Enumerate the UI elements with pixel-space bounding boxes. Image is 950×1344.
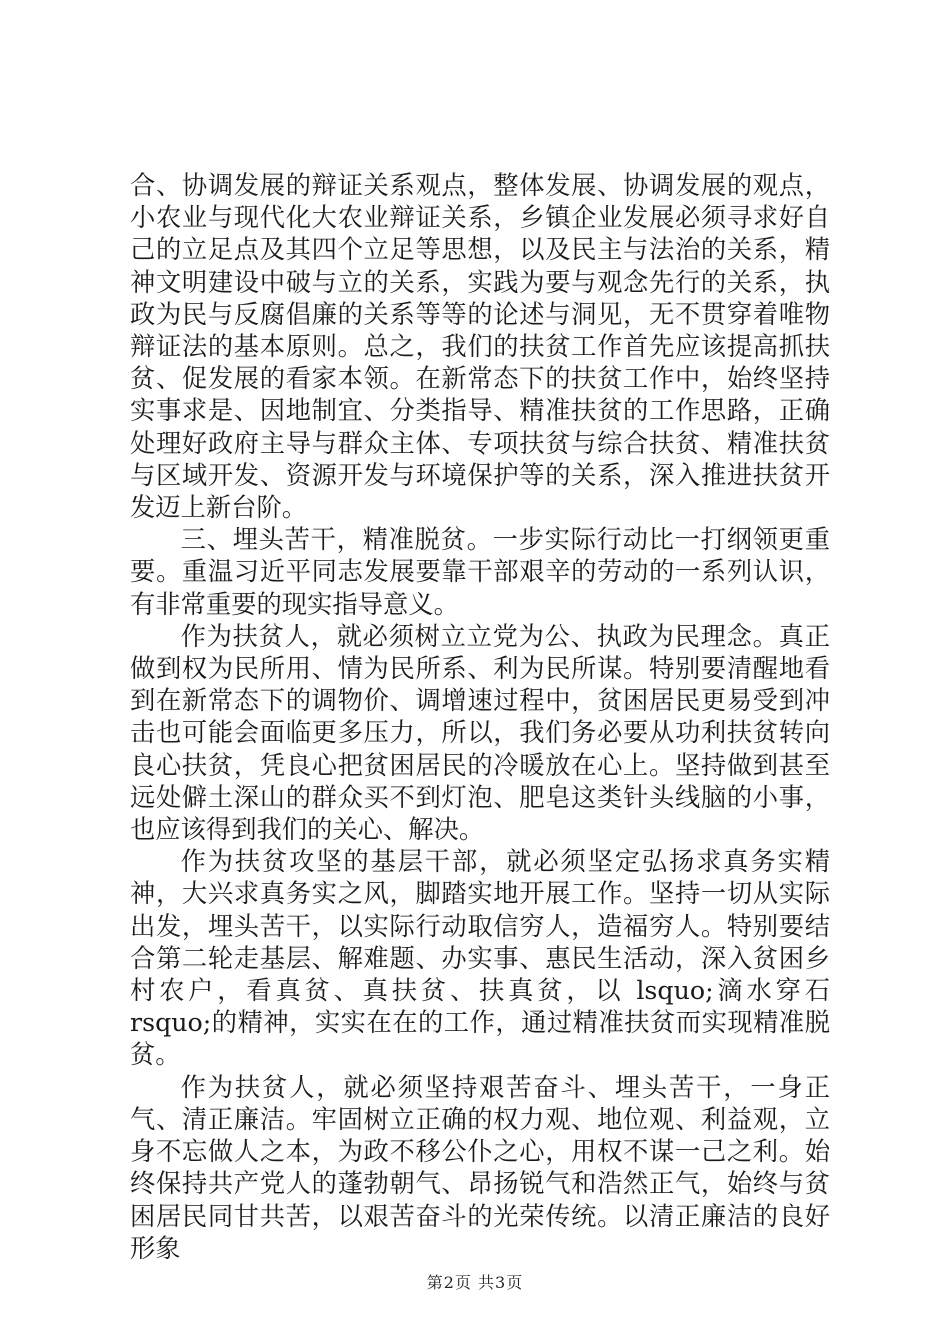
paragraph-grassroots-cadre: 作为扶贫攻坚的基层干部，就必须坚定弘扬求真务实精神，大兴求真务实之风，脚踏实地开展工作。坚持一切从实际出发，埋头苦干，以实际行动取信穷人，造福穷人。特别要结合第二轮走基层、解难题、办实事、惠民生活动，深入贫困乡村农户，看真贫、真扶贫、扶真贫，以 lsquo;滴水穿石 rsquo;的精神，实实在在的工作，通过精准扶贫而实现精准脱贫。	[130, 847, 830, 1070]
paragraph-section-three-heading: 三、埋头苦干，精准脱贫。一步实际行动比一打纲领更重要。重温习近平同志发展要靠干部艰辛的劳动的一系列认识，有非常重要的现实指导意义。	[130, 525, 830, 619]
paragraph-hard-work-integrity: 作为扶贫人，就必须坚持艰苦奋斗、埋头苦干，一身正气、清正廉洁。牢固树立正确的权力观、地位观、利益观，立身不忘做人之本，为政不移公仆之心，用权不谋一己之利。始终保持共产党人的蓬勃朝气、昂扬锐气和浩然正气，始终与贫困居民同甘共苦，以艰苦奋斗的光荣传统。以清正廉洁的良好形象	[130, 1072, 830, 1263]
paragraph-poverty-relief-ideal: 作为扶贫人，就必须树立立党为公、执政为民理念。真正做到权为民所用、情为民所系、利为民所谋。特别要清醒地看到在新常态下的调物价、调增速过程中，贫困居民更易受到冲击也可能会面临更多压力，所以，我们务必要从功利扶贫转向良心扶贫，凭良心把贫困居民的冷暖放在心上。坚持做到甚至远处僻土深山的群众买不到灯泡、肥皂这类针头线脑的小事，也应该得到我们的关心、解决。	[130, 621, 830, 845]
document-body	[130, 170, 830, 1265]
paragraph-continuation: 合、协调发展的辩证关系观点，整体发展、协调发展的观点，小农业与现代化大农业辩证关系，乡镇企业发展必须寻求好自己的立足点及其四个立足等思想，以及民主与法治的关系，精神文明建设中破与立的关系，实践为要与观念先行的关系，执政为民与反腐倡廉的关系等等的论述与洞见，无不贯穿着唯物辩证法的基本原则。总之，我们的扶贫工作首先应该提高抓扶贫、促发展的看家本领。在新常态下的扶贫工作中，始终坚持实事求是、因地制宜、分类指导、精准扶贫的工作思路，正确处理好政府主导与群众主体、专项扶贫与综合扶贫、精准扶贫与区域开发、资源开发与环境保护等的关系，深入推进扶贫开发迈上新台阶。	[130, 171, 830, 523]
page-number-footer: 第2页 共3页	[426, 1273, 524, 1292]
